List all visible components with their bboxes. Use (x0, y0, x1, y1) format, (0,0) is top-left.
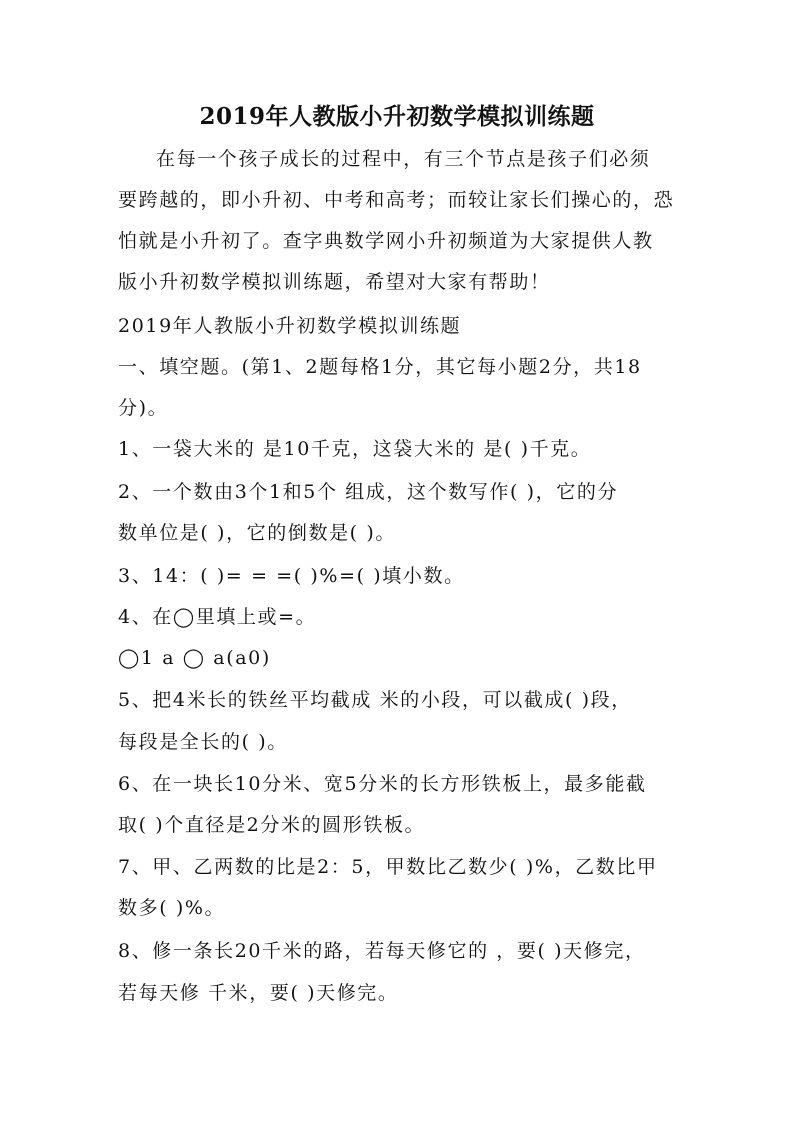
intro-line-4: 版小升初数学模拟训练题，希望对大家有帮助！ (118, 271, 551, 293)
question-6-cont: 取( )个直径是2分米的圆形铁板。 (118, 814, 426, 836)
question-8-cont: 若每天修 千米，要( )天修完。 (118, 982, 399, 1004)
intro-line-2: 要跨越的，即小升初、中考和高考；而较让家长们操心的，恐 (118, 189, 675, 211)
question-2: 2、一个数由3个1和5个 组成，这个数写作( )，它的分 (118, 481, 619, 503)
section-heading: 2019年人教版小升初数学模拟训练题 (118, 315, 462, 337)
part-one-heading-cont: 分)。 (118, 397, 169, 419)
question-4: 4、在◯里填上或=。 (118, 606, 317, 628)
intro-line-1: 在每一个孩子成长的过程中，有三个节点是孩子们必须 (156, 148, 651, 170)
question-2-cont: 数单位是( )，它的倒数是( )。 (118, 522, 396, 544)
question-7-cont: 数多( )%。 (118, 897, 226, 919)
question-4-comparisons: ◯1 a ◯ a(a0) (118, 647, 271, 669)
question-1: 1、一袋大米的 是10千克，这袋大米的 是( )千克。 (118, 438, 592, 460)
question-3: 3、14：( )= = =( )%=( )填小数。 (118, 565, 465, 587)
intro-line-3: 怕就是小升初了。查字典数学网小升初频道为大家提供人教 (118, 230, 654, 252)
question-5-cont: 每段是全长的( )。 (118, 731, 288, 753)
document-title: 2019年人教版小升初数学模拟训练题 (199, 103, 595, 130)
part-one-heading: 一、填空题。(第1、2题每格1分，其它每小题2分，共18 (118, 356, 642, 378)
question-8: 8、修一条长20千米的路，若每天修它的 ，要( )天修完， (118, 940, 646, 962)
question-7: 7、甲、乙两数的比是2：5，甲数比乙数少( )%，乙数比甲 (118, 856, 658, 878)
question-5: 5、把4米长的铁丝平均截成 米的小段，可以截成( )段， (118, 689, 632, 711)
question-6: 6、在一块长10分米、宽5分米的长方形铁板上，最多能截 (118, 773, 647, 795)
